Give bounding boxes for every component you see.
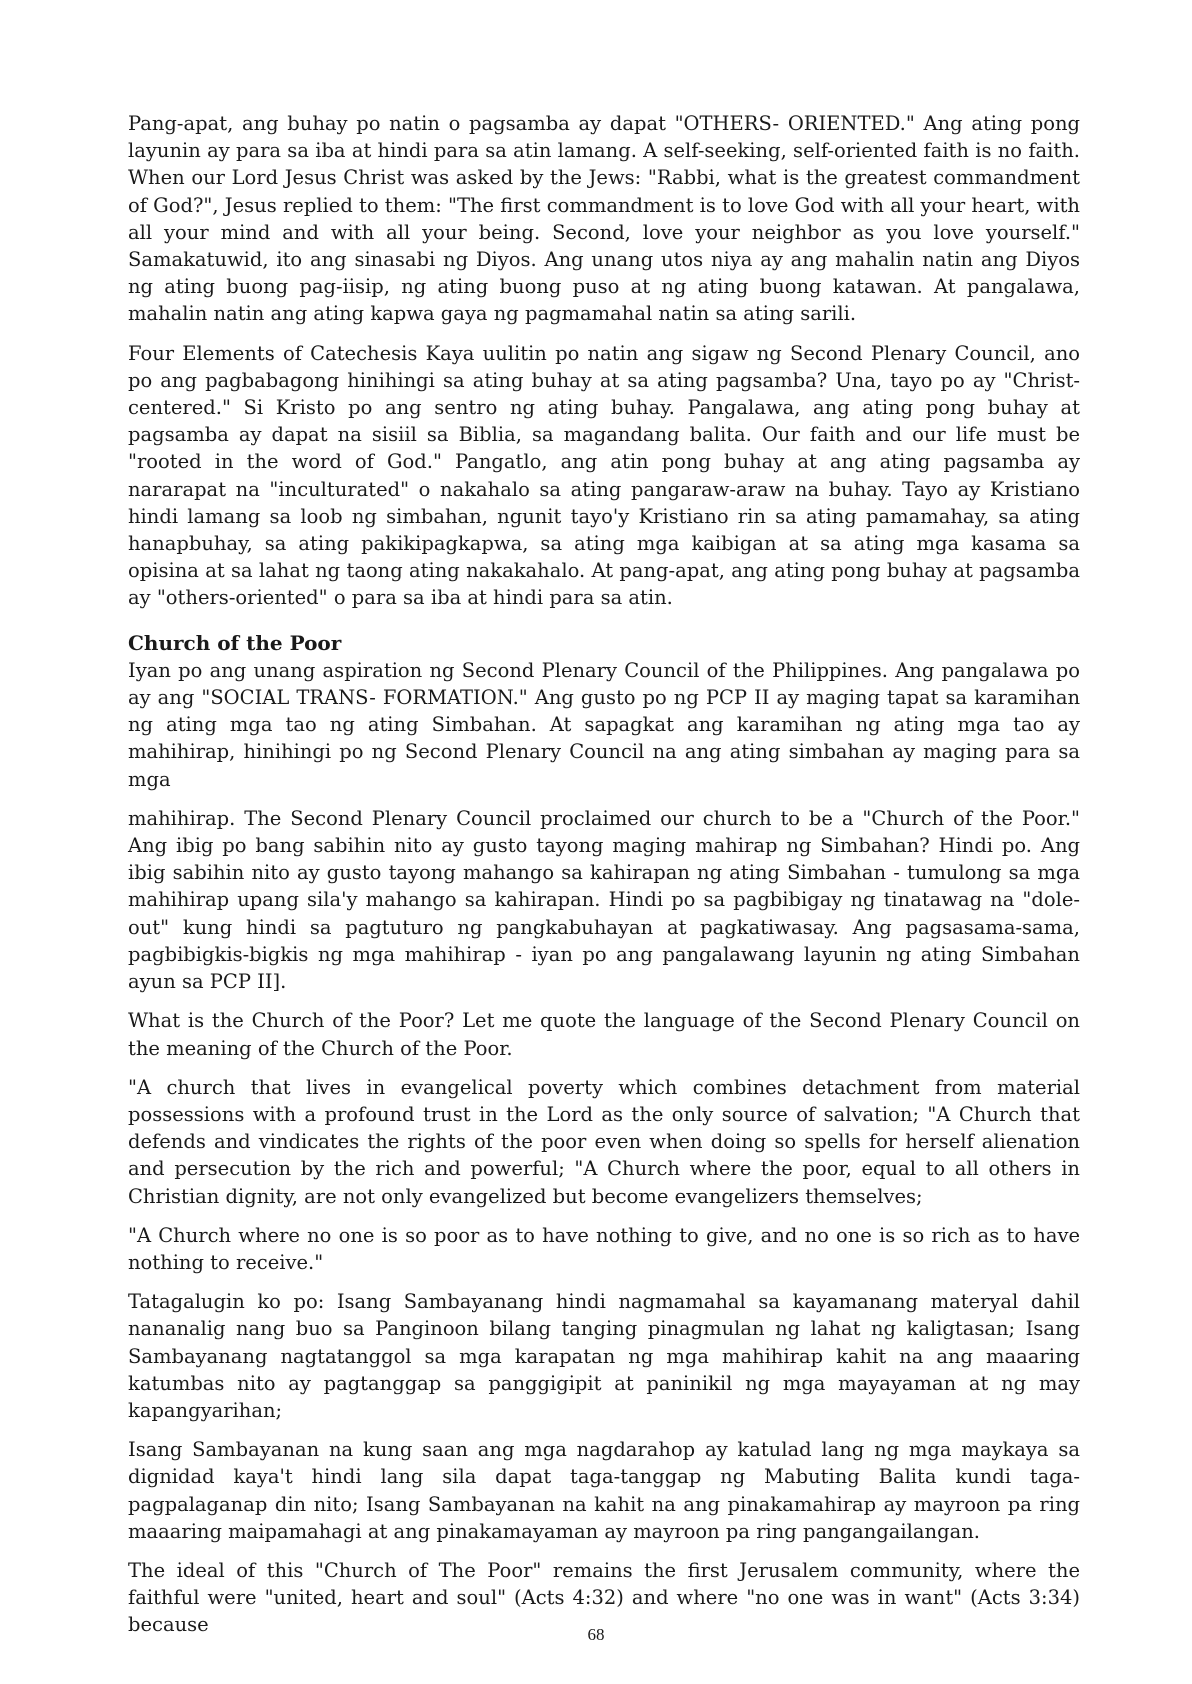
paragraph-tagalog-2: Isang Sambayanan na kung saan ang mga nagdarahop ay katulad lang ng mga maykaya sa dignidad kaya't hindi lang sila dapat taga-tanggap ng Mabuting Balita kundi taga-pagpalaganap din nito; Isang Sambayanan na kahit na ang pinakamahirap ay mayroon pa ring maaaring maipamahagi at ang pinakamayaman ay mayroon pa ring pangangailangan. (128, 1438, 1080, 1543)
paragraph-tagalog-1: Tatagalugin ko po: Isang Sambayanang hindi nagmamahal sa kayamanang materyal dahil nananalig nang buo sa Panginoon bilang tanging pinagmulan ng lahat ng kaligtasan; Isang Sambayanang nagtatanggol sa mga karapatan ng mga mahihirap kahit na ang maaaring katumbas nito ay pagtanggap sa panggigipit at paninikil ng mga mayayaman at ng may kapangyarihan; (128, 1290, 1080, 1422)
paragraph-church-of-poor: mahihirap. The Second Plenary Council proclaimed our church to be a "Church of the Poor." Ang ibig po bang sabihin nito ay gusto tayong maging mahirap ng Simbahan? Hindi po. Ang ibig sabihin nito ay gusto tayong mahango sa kahirapan ng ating Simbahan - tumulong sa mga mahihirap upang sila'y mahango sa kahirapan. Hindi po sa pagbibigay ng tinatawag na "dole-out" kung hindi sa pagtuturo ng pangkabuhayan at pagkatiwasay. Ang pagsasama-sama, pagbibigkis-bigkis ng mga mahihirap - iyan po ang pangalawang layunin ng ating Simbahan ayun sa PCP II]. (128, 806, 1080, 994)
paragraph-ideal: The ideal of this "Church of The Poor" remains the first Jerusalem community, where the faithful were "united, heart and soul" (Acts 4:32) and where "no one was in want" (Acts 3:34) because (128, 1558, 1080, 1637)
page-content (128, 110, 1080, 1651)
paragraph-quote-1: "A church that lives in evangelical poverty which combines detachment from material possessions with a profound trust in the Lord as the only source of salvation; "A Church that defends and vindicates the rights of the poor even when doing so spells for herself alienation and persecution by the rich and powerful; "A Church where the poor, equal to all others in Christian dignity, are not only evangelized but become evangelizers themselves; (128, 1075, 1080, 1208)
section-heading: Church of the Poor (128, 630, 342, 655)
paragraph-what-is: What is the Church of the Poor? Let me quote the language of the Second Plenary Council on the meaning of the Church of the Poor. (128, 1009, 1080, 1060)
page-number: 68 (587, 1625, 605, 1644)
paragraph-social-transformation: Iyan po ang unang aspiration ng Second Plenary Council of the Philippines. Ang pangalawa po ay ang "SOCIAL TRANS- FORMATION." Ang gusto po ng PCP II ay maging tapat sa karamihan ng ating mga tao ng ating Simbahan. At sapagkat ang karamihan ng ating mga tao ay mahihirap, hinihingi po ng Second Plenary Council na ang ating simbahan ay maging para sa mga (128, 658, 1080, 791)
paragraph-quote-2: "A Church where no one is so poor as to have nothing to give, and no one is so rich as to have nothing to receive." (128, 1223, 1080, 1274)
paragraph-others-oriented: Pang-apat, ang buhay po natin o pagsamba ay dapat "OTHERS- ORIENTED." Ang ating pong layunin ay para sa iba at hindi para sa atin lamang. A self-seeking, self-oriented faith is no faith. When our Lord Jesus Christ was asked by the Jews: "Rabbi, what is the greatest commandment of God?", Jesus replied to them: "The first commandment is to love God with all your heart, with all your mind and with all your being. Second, love your neighbor as you love yourself." Samakatuwid, ito ang sinasabi ng Diyos. Ang unang utos niya ay ang mahalin natin ang Diyos ng ating buong pag-iisip, ng ating buong puso at ng ating buong katawan. At pangalawa, mahalin natin ang ating kapwa gaya ng pagmamahal natin sa ating sarili. (128, 112, 1080, 326)
paragraph-four-elements: Four Elements of Catechesis Kaya uulitin po natin ang sigaw ng Second Plenary Council, ano po ang pagbabagong hinihingi sa ating buhay at sa ating pagsamba? Una, tayo po ay "Christ-centered." Si Kristo po ang sentro ng ating buhay. Pangalawa, ang ating pong buhay at pagsamba ay dapat na sisiil sa Biblia, sa magandang balita. Our faith and our life must be "rooted in the word of God." Pangatlo, ang atin pong buhay at ang ating pagsamba ay nararapat na "inculturated" o nakahalo sa ating pangaraw-araw na buhay. Tayo ay Kristiano hindi lamang sa loob ng simbahan, ngunit tayo'y Kristiano rin sa ating pamamahay, sa ating hanapbuhay, sa ating pakikipagkapwa, sa ating mga kaibigan at sa ating mga kasama sa opisina at sa lahat ng taong ating nakakahalo. At pang-apat, ang ating pong buhay at pagsamba ay "others-oriented" o para sa iba at hindi para sa atin. (128, 341, 1080, 610)
